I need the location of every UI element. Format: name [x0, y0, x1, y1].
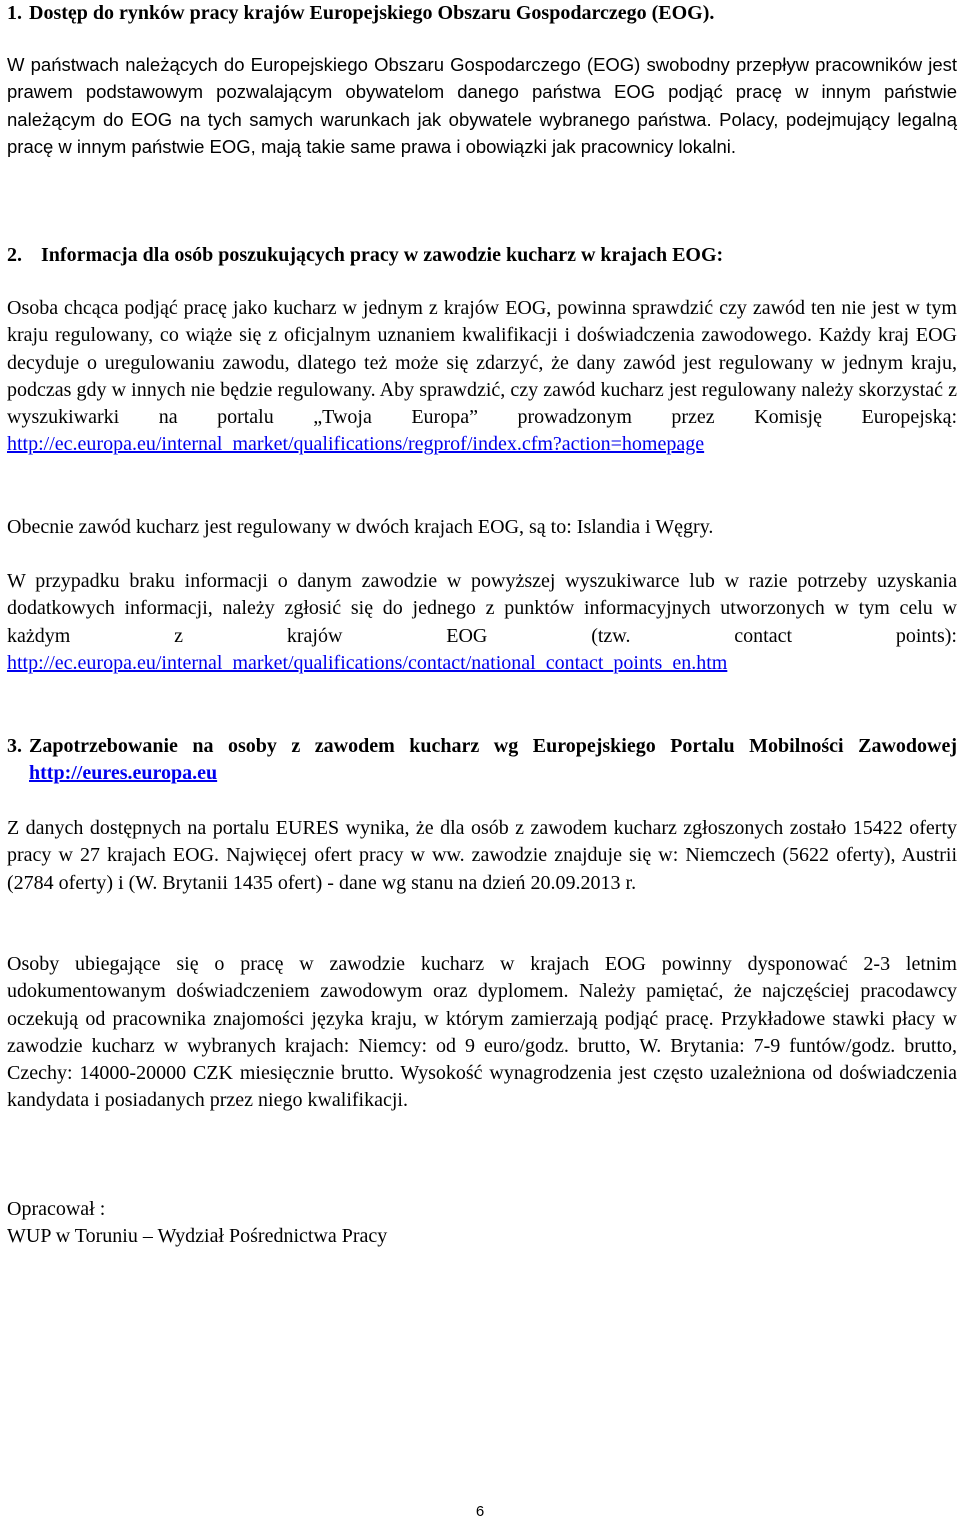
section-3-heading — [7, 733, 957, 787]
section-2-number: 2. — [7, 244, 22, 266]
prepared-by-author: WUP w Toruniu – Wydział Pośrednictwa Pracy — [7, 1225, 388, 1247]
prepared-by-label: Opracował : — [7, 1198, 106, 1220]
section-2-paragraph-1 — [7, 295, 957, 459]
section-2-paragraph-2: Obecnie zawód kucharz jest regulowany w dwóch krajach EOG, są to: Islandia i Węgry. — [7, 516, 714, 538]
section-2-title: Informacja dla osób poszukujących pracy w zawodzie kucharz w krajach EOG: — [41, 244, 724, 266]
section-2-heading — [7, 242, 957, 268]
section-2-body — [7, 295, 957, 459]
section-2-paragraph-3-text: W przypadku braku informacji o danym zawodzie w powyższej wyszukiwarce lub w razie potrzeby uzyskania dodatkowych informacji, należy zgłosić się do jednego z punktów informacyjnych utworzonych w tym celu w każdym z krajów EOG (tzw. contact points): — [7, 570, 957, 647]
section-2-body-2 — [7, 568, 957, 677]
section-3-title-text: Zapotrzebowanie na osoby z zawodem kucharz wg Europejskiego Portalu Mobilności Zawodowej — [29, 735, 957, 757]
section-1-heading — [7, 0, 957, 26]
contact-points-link[interactable]: http://ec.europa.eu/internal_market/qualifications/contact/national_contact_points_en.htm — [7, 651, 728, 674]
section-3-title — [29, 733, 957, 787]
section-1-title: Dostęp do rynków pracy krajów Europejskiego Obszaru Gospodarczego (EOG). — [29, 2, 715, 24]
section-3-paragraph-1: Z danych dostępnych na portalu EURES wynika, że dla osób z zawodem kucharz zgłoszonych zostało 15422 oferty pracy w 27 krajach EOG. Najwięcej ofert pracy w ww. zawodzie znajduje się w: Niemczech (5622 oferty), Austrii (2784 oferty) i (W. Brytanii 1435 ofert) - dane wg stanu na dzień 20.09.2013 r. — [7, 817, 957, 894]
section-1-number: 1. — [7, 2, 22, 24]
page-number: 6 — [475, 1503, 485, 1520]
regprof-link[interactable]: http://ec.europa.eu/internal_market/qualifications/regprof/index.cfm?action=homepage — [7, 433, 705, 456]
section-2-paragraph-3 — [7, 568, 957, 677]
section-1-paragraph: W państwach należących do Europejskiego Obszaru Gospodarczego (EOG) swobodny przepływ pracowników jest prawem podstawowym pozwalającym obywatelom danego państwa EOG podjąć pracę w innym państwie należącym do EOG na tych samych warunkach jak obywatele wybranego państwa. Polacy, podejmujący legalną pracę w innym państwie EOG, mają takie same prawa i obowiązki jak pracownicy lokalni. — [7, 54, 957, 157]
section-2-paragraph-1-text: Osoba chcąca podjąć pracę jako kucharz w jednym z krajów EOG, powinna sprawdzić czy zawód ten nie jest w tym kraju regulowany, co wiąże się z oficjalnym uznaniem kwalifikacji i doświadczenia zawodowego. Każdy kraj EOG decyduje o uregulowaniu zawodu, dlatego też może się zdarzyć, że dany zawód jest regulowany w jednym kraju, podczas gdy w innych nie będzie regulowany. Aby sprawdzić, czy zawód kucharz jest regulowany należy skorzystać z wyszukiwarki na portalu „Twoja Europa” prowadzonym przez Komisję Europejską: — [7, 297, 957, 429]
section-3-paragraph-2: Osoby ubiegające się o pracę w zawodzie kucharz w krajach EOG powinny dysponować 2-3 letnim udokumentowanym doświadczeniem zawodowym oraz dyplomem. Należy pamiętać, że najczęściej pracodawcy oczekują od pracownika znajomości języka kraju, w którym zamierzają podjąć pracę. Przykładowe stawki płacy w zawodzie kucharz w wybranych krajach: Niemcy: od 9 euro/godz. brutto, W. Brytania: 7-9 funtów/godz. brutto, Czechy: 14000-20000 CZK miesięcznie brutto. Wysokość wynagrodzenia jest często uzależniona od doświadczenia kandydata i posiadanych przez niego kwalifikacji. — [7, 953, 957, 1112]
eures-link[interactable]: http://eures.europa.eu — [29, 762, 218, 784]
section-3-number: 3. — [7, 735, 22, 757]
